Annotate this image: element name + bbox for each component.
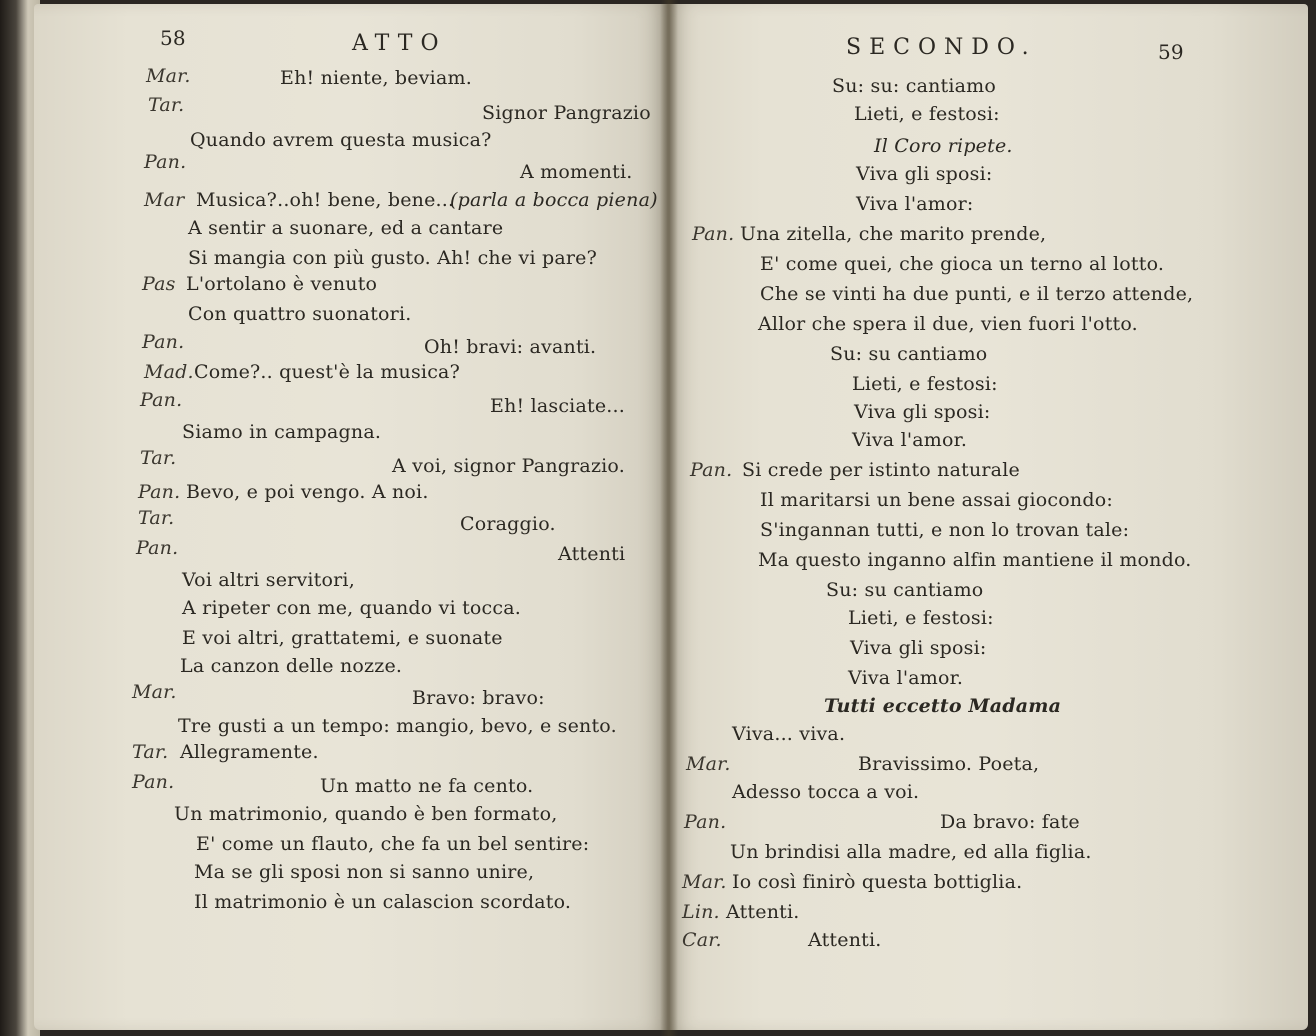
speaker: Mar.	[686, 753, 731, 775]
verse-line: Allegramente.	[180, 741, 319, 763]
verse-line: L'ortolano è venuto	[186, 273, 378, 295]
verse-line: Eh! niente, beviam.	[280, 67, 472, 89]
verse-line: Si crede per istinto naturale	[742, 459, 1020, 481]
verse-line: Viva l'amor.	[848, 667, 964, 689]
verse-line: Con quattro suonatori.	[188, 303, 412, 325]
speaker: Mar.	[132, 681, 177, 703]
verse-line: Tre gusti a un tempo: mangio, bevo, e sento.	[178, 715, 617, 737]
speaker: Pan.	[142, 331, 185, 353]
verse-line: E' come quei, che gioca un terno al lotto.	[760, 253, 1165, 275]
book-spine	[660, 0, 678, 1036]
verse-line: Ma questo inganno alfin mantiene il mondo.	[758, 549, 1192, 571]
speaker: Mad.	[144, 361, 194, 383]
speaker: Pan.	[136, 537, 179, 559]
verse-line: Quando avrem questa musica?	[190, 129, 492, 151]
speaker: Tar.	[138, 507, 175, 529]
verse-line: Un matto ne fa cento.	[320, 775, 534, 797]
speaker: Pan.	[140, 389, 183, 411]
verse-line: Come?.. quest'è la musica?	[194, 361, 460, 383]
verse-line: Attenti.	[726, 901, 800, 923]
verse-line: Viva gli sposi:	[850, 637, 987, 659]
verse-line: E' come un flauto, che fa un bel sentire:	[196, 833, 590, 855]
verse-line: Attenti.	[808, 929, 882, 951]
verse-line: Io così finirò questa bottiglia.	[732, 871, 1023, 893]
verse-line: Il maritarsi un bene assai giocondo:	[760, 489, 1113, 511]
stage-direction: (parla a bocca piena)	[450, 189, 658, 211]
verse-line: Il matrimonio è un calascion scordato.	[194, 891, 572, 913]
verse-line: Una zitella, che marito prende,	[740, 223, 1047, 245]
verse-line: E voi altri, grattatemi, e suonate	[182, 627, 503, 649]
verse-line: Siamo in campagna.	[182, 421, 382, 443]
page-number: 59	[1158, 40, 1184, 64]
speaker: Pan.	[132, 771, 175, 793]
verse-line: Su: su: cantiamo	[832, 75, 997, 97]
verse-line: Su: su cantiamo	[826, 579, 984, 601]
verse-line: Viva gli sposi:	[854, 401, 991, 423]
verse-line: Musica?..oh! bene, bene...	[196, 189, 455, 211]
verse-line: La canzon delle nozze.	[180, 655, 403, 677]
verse-line: Lieti, e festosi:	[852, 373, 998, 395]
verse-line: Bravissimo. Poeta,	[858, 753, 1040, 775]
verse-line: Su: su cantiamo	[830, 343, 988, 365]
speaker: Pas	[142, 273, 176, 295]
verse-line: Un brindisi alla madre, ed alla figlia.	[730, 841, 1092, 863]
verse-line: A momenti.	[520, 161, 633, 183]
speaker: Pan.	[138, 481, 181, 503]
speaker: Mar.	[146, 65, 191, 87]
verse-line: Attenti	[558, 543, 626, 565]
verse-line: Viva l'amor.	[852, 429, 968, 451]
speaker: Pan.	[692, 223, 735, 245]
verse-line: Ma se gli sposi non si sanno unire,	[194, 861, 535, 883]
verse-line: Bravo: bravo:	[412, 687, 545, 709]
speaker: Mar.	[682, 871, 727, 893]
speaker: Car.	[682, 929, 722, 951]
verse-line: Viva... viva.	[732, 723, 846, 745]
speaker: Tar.	[132, 741, 169, 763]
verse-line: Voi altri servitori,	[182, 569, 355, 591]
verse-line: Viva l'amor:	[856, 193, 974, 215]
verse-line: S'ingannan tutti, e non lo trovan tale:	[760, 519, 1130, 541]
page-header: SECONDO.	[846, 35, 1037, 60]
verse-line: Adesso tocca a voi.	[732, 781, 920, 803]
speaker: Pan.	[144, 151, 187, 173]
stage-direction: Tutti eccetto Madama	[824, 695, 1062, 717]
verse-line: A ripeter con me, quando vi tocca.	[182, 597, 522, 619]
stage-direction: Il Coro ripete.	[874, 135, 1013, 157]
speaker: Mar	[144, 189, 185, 211]
verse-line: Signor Pangrazio	[482, 102, 651, 124]
verse-line: Viva gli sposi:	[856, 163, 993, 185]
page-header: ATTO	[352, 31, 447, 56]
verse-line: Si mangia con più gusto. Ah! che vi pare?	[188, 247, 598, 269]
verse-line: Lieti, e festosi:	[848, 607, 994, 629]
verse-line: A sentir a suonare, ed a cantare	[188, 217, 504, 239]
verse-line: Che se vinti ha due punti, e il terzo attende,	[760, 283, 1194, 305]
verse-line: Un matrimonio, quando è ben formato,	[174, 803, 558, 825]
verse-line: A voi, signor Pangrazio.	[392, 455, 625, 477]
verse-line: Allor che spera il due, vien fuori l'otto.	[758, 313, 1138, 335]
verse-line: Oh! bravi: avanti.	[424, 336, 597, 358]
verse-line: Coraggio.	[460, 513, 556, 535]
speaker: Tar.	[140, 447, 177, 469]
verse-line: Bevo, e poi vengo. A noi.	[186, 481, 429, 503]
verse-line: Da bravo: fate	[940, 811, 1080, 833]
speaker: Pan.	[690, 459, 733, 481]
right-page	[668, 4, 1308, 1030]
page-number: 58	[160, 26, 186, 50]
verse-line: Eh! lasciate...	[490, 395, 625, 417]
speaker: Pan.	[684, 811, 727, 833]
speaker: Lin.	[682, 901, 720, 923]
left-page	[34, 4, 668, 1030]
verse-line: Lieti, e festosi:	[854, 103, 1000, 125]
speaker: Tar.	[148, 94, 185, 116]
